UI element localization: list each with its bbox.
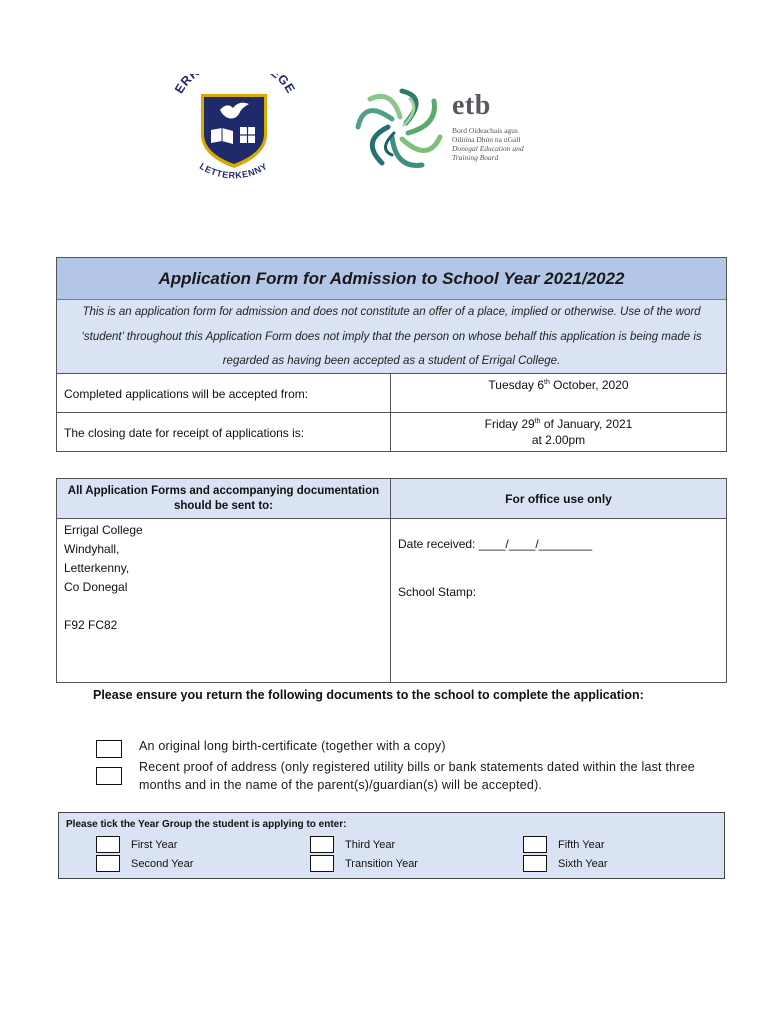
crest-top-text: ER GE	[172, 74, 298, 96]
year-option-label: First Year	[131, 838, 178, 851]
office-use-heading: For office use only	[505, 491, 612, 506]
etb-line-4: Training Board	[452, 153, 499, 162]
documents-heading: Please ensure you return the following documents to the school to complete the application:	[93, 688, 644, 702]
address-line: Windyhall,	[64, 542, 120, 556]
year-option-label: Transition Year	[345, 857, 418, 870]
fifth-year-checkbox[interactable]	[523, 836, 547, 853]
school-stamp-label: School Stamp:	[398, 585, 477, 599]
etb-line-3: Donegal Education and	[452, 144, 524, 153]
year-option-label: Fifth Year	[558, 838, 605, 851]
send-to-heading: All Application Forms and accompanying documentation should be sent to:	[57, 479, 391, 518]
first-year-checkbox[interactable]	[96, 836, 120, 853]
year-option-label: Sixth Year	[558, 857, 608, 870]
etb-logo-text: etb	[452, 90, 491, 121]
year-option-fifth[interactable]	[523, 836, 604, 853]
crest-bottom-text: LETTERKENNY	[197, 161, 270, 181]
office-use-area	[391, 519, 726, 682]
accepted-from-row	[57, 374, 726, 413]
closing-time: at 2.00pm	[531, 433, 586, 447]
svg-text:ERRIGAL COLLEGE	[172, 74, 298, 96]
year-option-label: Second Year	[131, 857, 194, 870]
accepted-from-date: Tuesday 6th October, 2020	[488, 378, 629, 392]
year-group-prompt: Please tick the Year Group the student is applying to enter:	[66, 819, 347, 830]
year-group-box	[58, 812, 725, 879]
closing-date-label: The closing date for receipt of applications is:	[57, 413, 391, 452]
send-to-table	[56, 478, 727, 683]
accepted-from-label: Completed applications will be accepted from:	[57, 374, 391, 412]
year-option-second[interactable]	[96, 855, 193, 872]
date-received-field[interactable]: Date received: ____/____/________	[398, 537, 593, 551]
year-option-third[interactable]	[310, 836, 395, 853]
year-option-transition[interactable]	[310, 855, 418, 872]
transition-year-checkbox[interactable]	[310, 855, 334, 872]
document-label: Recent proof of address (only registered utility bills or bank statements dated within the last three months and in the name of the parent(s)/guardian(s) will be accepted).	[139, 760, 695, 792]
second-year-checkbox[interactable]	[96, 855, 120, 872]
school-address	[57, 519, 391, 682]
closing-date-row	[57, 413, 726, 452]
year-option-label: Third Year	[345, 838, 396, 851]
document-label: An original long birth-certificate (together with a copy)	[139, 739, 446, 753]
proof-of-address-checkbox[interactable]	[96, 767, 122, 785]
errigal-college-logo	[165, 74, 300, 192]
year-option-first[interactable]	[96, 836, 177, 853]
address-eircode: F92 FC82	[64, 618, 118, 632]
year-option-sixth[interactable]	[523, 855, 608, 872]
address-line: Letterkenny,	[64, 561, 130, 575]
etb-line-1: Bord Oideachais agus	[452, 126, 518, 135]
address-line: Errigal College	[64, 523, 143, 537]
third-year-checkbox[interactable]	[310, 836, 334, 853]
closing-date-value: Friday 29th of January, 2021 at 2.00pm	[391, 413, 726, 452]
etb-wordmark	[452, 92, 572, 162]
form-intro: This is an application form for admission and does not constitute an offer of a place, implied or otherwise. Use of the word ‘student’ throughout this Application Form does not imply that the person on whose behalf this application is being made is regarded as having been accepted as a student of Errigal College.	[57, 300, 726, 374]
sixth-year-checkbox[interactable]	[523, 855, 547, 872]
form-title: Application Form for Admission to School Year 2021/2022	[57, 258, 726, 300]
application-info-table	[56, 257, 727, 452]
etb-line-2: Oiliúna Dhún na nGall	[452, 135, 521, 144]
etb-swirl-icon	[352, 88, 444, 170]
birth-certificate-checkbox[interactable]	[96, 740, 122, 758]
address-line: Co Donegal	[64, 580, 128, 594]
